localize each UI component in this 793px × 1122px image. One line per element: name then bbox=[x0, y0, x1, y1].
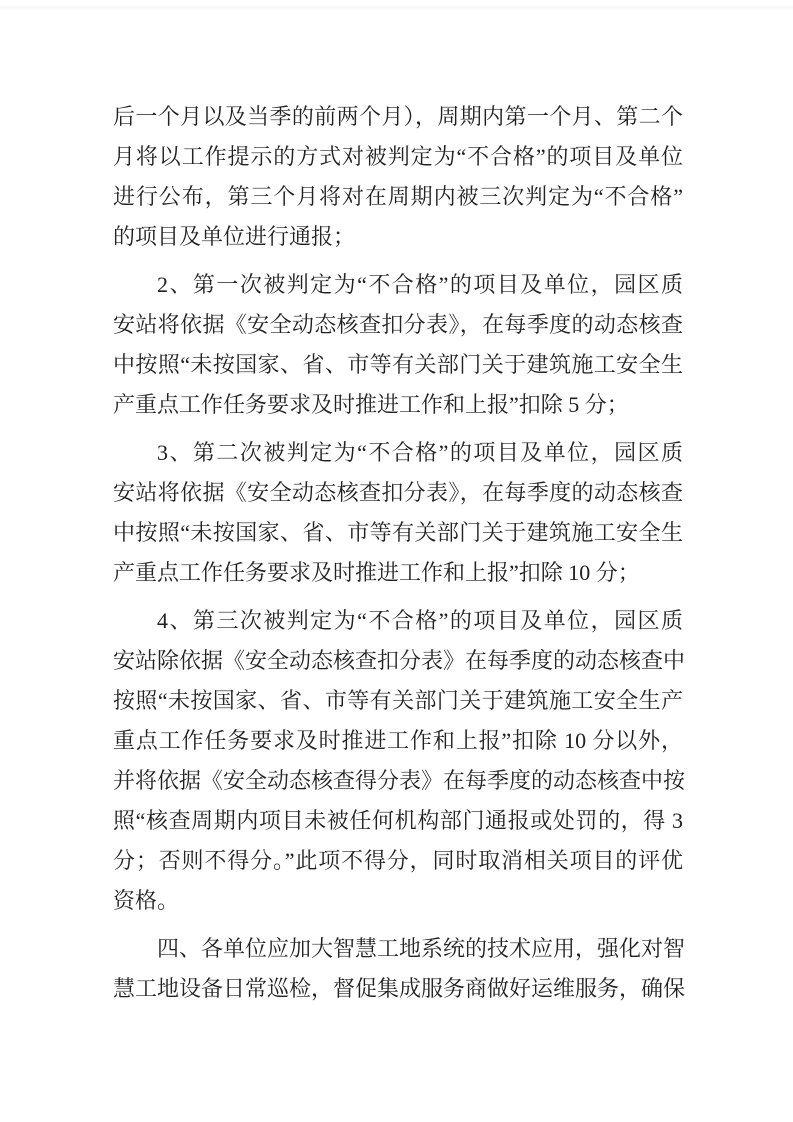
text-line: 重点工作任务要求及时推进工作和上报”扣除 10 分以外， bbox=[113, 728, 683, 753]
text-line: 并将依据《安全动态核查得分表》在每季度的动态核查中按 bbox=[113, 768, 686, 793]
text-line: 产重点工作任务要求及时推进工作和上报”扣除 5 分； bbox=[113, 392, 629, 417]
text-line: 3、第二次被判定为“不合格”的项目及单位，园区质 bbox=[157, 440, 683, 465]
paragraph bbox=[113, 601, 686, 921]
text-line: 中按照“未按国家、省、市等有关部门关于建筑施工安全生 bbox=[113, 520, 683, 545]
text-line: 安站除依据《安全动态核查扣分表》在每季度的动态核查中 bbox=[113, 648, 686, 673]
text-line: 资格。 bbox=[113, 888, 180, 913]
text-line: 4、第三次被判定为“不合格”的项目及单位，园区质 bbox=[157, 608, 683, 633]
paragraph bbox=[113, 97, 683, 257]
text-line: 月将以工作提示的方式对被判定为“不合格”的项目及单位 bbox=[113, 144, 683, 169]
text-line: 照“核查周期内项目未被任何机构部门通报或处罚的，得 3 bbox=[113, 808, 683, 833]
text-line: 按照“未按国家、省、市等有关部门关于建筑施工安全生产 bbox=[113, 688, 683, 713]
text-line: 安站将依据《安全动态核查扣分表》，在每季度的动态核查 bbox=[113, 480, 683, 505]
text-line: 中按照“未按国家、省、市等有关部门关于建筑施工安全生 bbox=[113, 352, 683, 377]
text-line: 分；否则不得分。”此项不得分，同时取消相关项目的评优 bbox=[113, 848, 683, 873]
text-line: 后一个月以及当季的前两个月），周期内第一个月、第二个 bbox=[113, 104, 683, 129]
paragraph bbox=[113, 433, 683, 593]
scan-shadow-top bbox=[0, 6, 793, 10]
paragraph bbox=[113, 265, 683, 425]
text-line: 2、第一次被判定为“不合格”的项目及单位，园区质 bbox=[157, 272, 683, 297]
text-line: 慧工地设备日常巡检，督促集成服务商做好运维服务，确保 bbox=[113, 976, 686, 1001]
text-line: 四、各单位应加大智慧工地系统的技术应用，强化对智 bbox=[157, 936, 686, 961]
text-line: 的项目及单位进行通报； bbox=[113, 224, 356, 249]
paragraph bbox=[113, 929, 686, 1009]
text-line: 安站将依据《安全动态核查扣分表》，在每季度的动态核查 bbox=[113, 312, 683, 337]
text-line: 进行公布，第三个月将对在周期内被三次判定为“不合格” bbox=[113, 184, 683, 209]
text-line: 产重点工作任务要求及时推进工作和上报”扣除 10 分； bbox=[113, 560, 640, 585]
document-body bbox=[113, 97, 686, 1009]
